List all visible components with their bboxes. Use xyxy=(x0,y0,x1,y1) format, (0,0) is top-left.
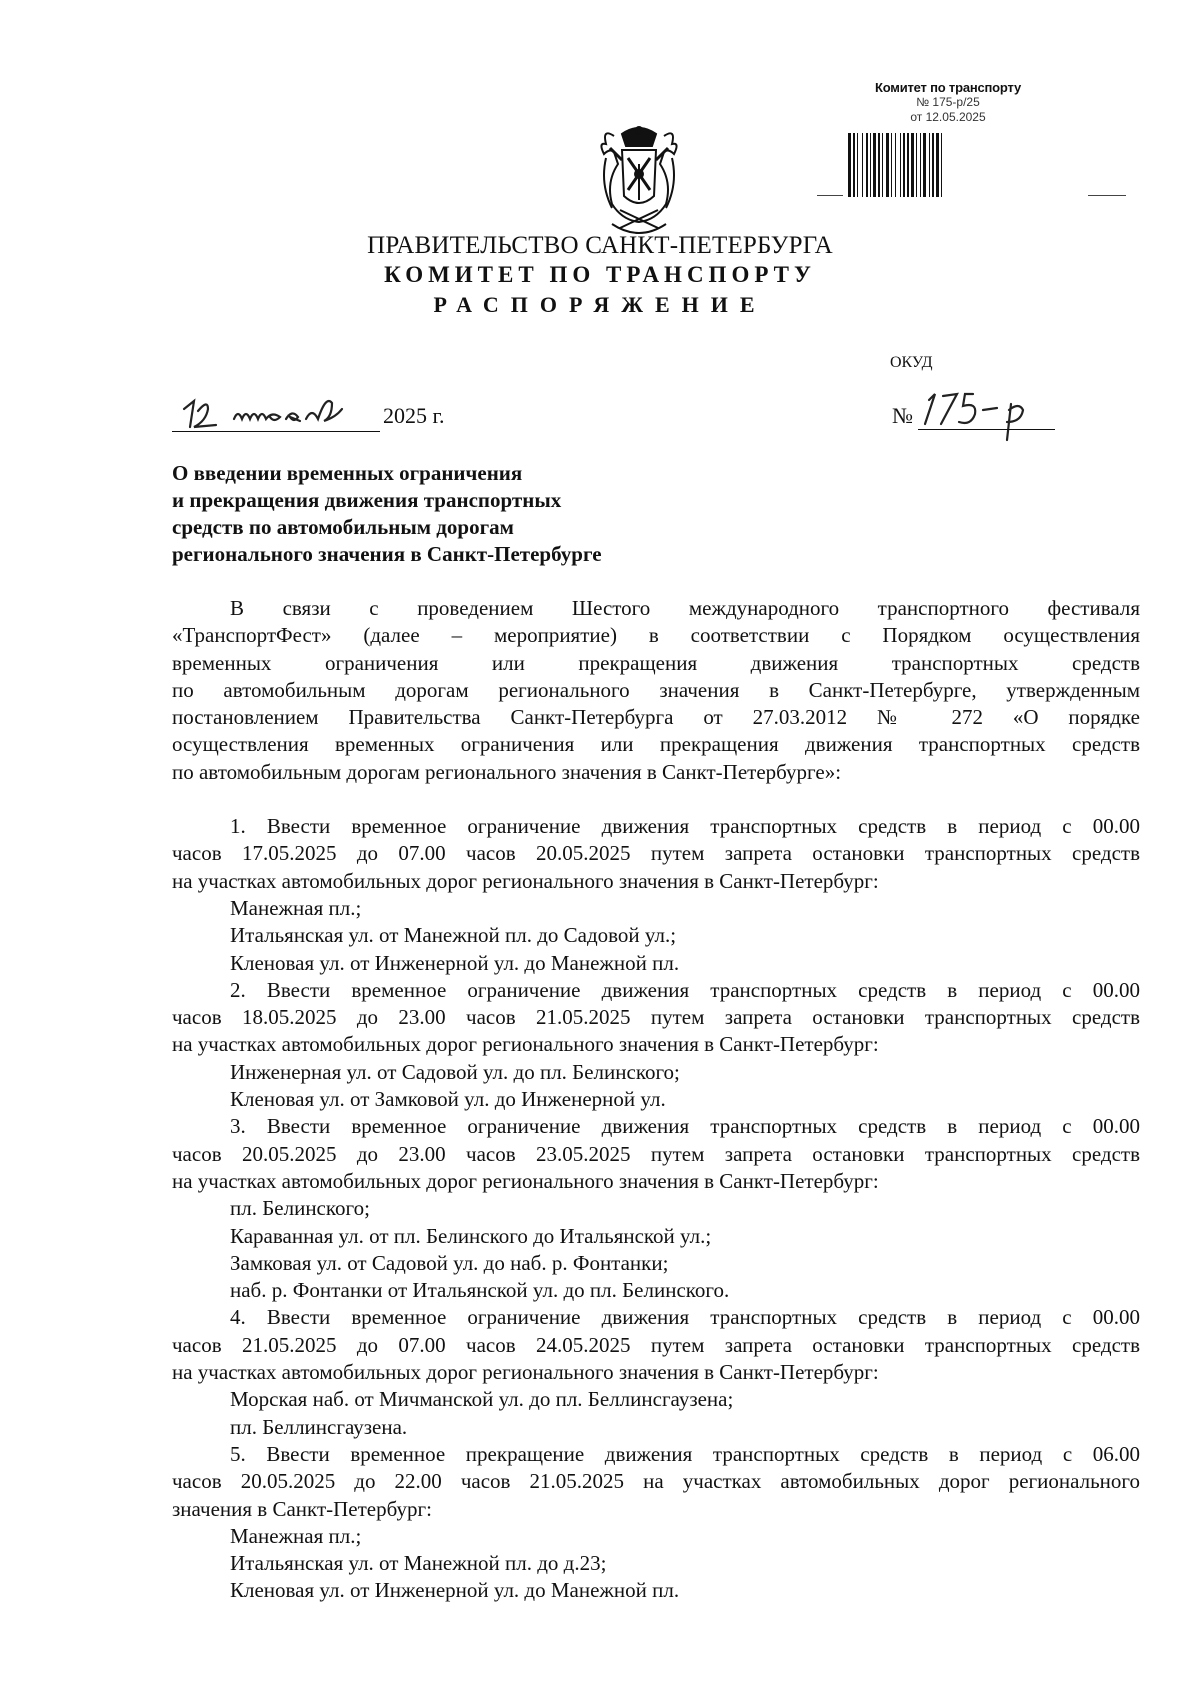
item-line: часов 20.05.2025 до 23.00 часов 23.05.2025 путем запрета остановки транспортных средств xyxy=(172,1141,1140,1166)
barcode-bar xyxy=(895,133,896,197)
preamble-line: постановлением Правительства Санкт-Петербурга от 27.03.2012 № 272 «О порядке xyxy=(172,705,1140,730)
road-item: наб. р. Фонтанки от Итальянской ул. до пл. Белинского. xyxy=(230,1278,730,1303)
barcode-bar xyxy=(903,133,905,197)
stamp-divider-right xyxy=(1088,195,1126,196)
document-body xyxy=(172,595,1140,1605)
coat-of-arms-emblem xyxy=(592,124,687,242)
item-5 xyxy=(172,1441,1140,1605)
barcode-bar xyxy=(932,133,934,197)
barcode-bar xyxy=(923,133,926,197)
barcode-bar xyxy=(878,133,880,197)
okud-label: ОКУД xyxy=(890,354,933,371)
preamble-line: по автомобильным дорогам регионального значения в Санкт-Петербурге, утвержденным xyxy=(172,677,1140,702)
road-item: Замковая ул. от Садовой ул. до наб. р. Фонтанки; xyxy=(230,1250,669,1275)
item-4 xyxy=(172,1304,1140,1440)
preamble-line: осуществления временных ограничения или прекращения движения транспортных средств xyxy=(172,732,1140,757)
item-line: часов 17.05.2025 до 07.00 часов 20.05.2025 путем запрета остановки транспортных средств xyxy=(172,841,1140,866)
item-line: 4. Ввести временное ограничение движения транспортных средств в период с 00.00 xyxy=(230,1305,1140,1330)
item-line: часов 18.05.2025 до 23.00 часов 21.05.2025 путем запрета остановки транспортных средств xyxy=(172,1005,1140,1030)
barcode-bar xyxy=(857,133,858,197)
barcode-bar xyxy=(900,133,901,197)
government-title: ПРАВИТЕЛЬСТВО САНКТ-ПЕТЕРБУРГА xyxy=(367,232,833,259)
road-item: Кленовая ул. от Инженерной ул. до Манежной пл. xyxy=(230,1578,680,1603)
subject-line: регионального значения в Санкт-Петербурге xyxy=(172,542,602,566)
item-line: на участках автомобильных дорог регионального значения в Санкт-Петербург: xyxy=(172,1360,879,1385)
registration-stamp xyxy=(838,80,1058,125)
item-line: 5. Ввести временное прекращение движения транспортных средств в период с 06.00 xyxy=(230,1441,1140,1466)
barcode-bar xyxy=(873,133,876,197)
document-year: 2025 г. xyxy=(383,403,445,428)
preamble-line: В связи с проведением Шестого международного транспортного фестиваля xyxy=(230,596,1140,620)
barcode-bar xyxy=(929,133,930,197)
handwritten-date xyxy=(182,387,382,431)
item-2 xyxy=(172,977,1140,1113)
barcode-bar xyxy=(907,133,909,197)
barcode-bar xyxy=(936,133,939,197)
handwritten-number xyxy=(915,384,1045,442)
stamp-date: от 12.05.2025 xyxy=(910,110,986,124)
item-line: на участках автомобильных дорог регионального значения в Санкт-Петербург: xyxy=(172,868,879,893)
barcode-bar xyxy=(853,133,855,197)
barcode-bar xyxy=(862,133,863,197)
barcode-bar xyxy=(886,133,889,197)
road-item: Морская наб. от Мичманской ул. до пл. Беллинсгаузена; xyxy=(230,1387,734,1412)
item-line: 2. Ввести временное ограничение движения транспортных средств в период с 00.00 xyxy=(230,977,1140,1002)
barcode-bar xyxy=(848,133,851,197)
item-3 xyxy=(172,1113,1140,1304)
barcode-bar xyxy=(941,133,942,197)
barcode-bar xyxy=(870,133,871,197)
preamble-line: временных ограничения или прекращения движения транспортных средств xyxy=(172,650,1140,675)
subject-line: и прекращения движения транспортных xyxy=(172,488,562,512)
item-line: на участках автомобильных дорог регионального значения в Санкт-Петербург: xyxy=(172,1032,879,1057)
preamble-line: «ТранспортФест» (далее – мероприятие) в соответствии с Порядком осуществления xyxy=(172,623,1140,648)
stamp-number: № 175-р/25 xyxy=(916,95,980,109)
item-line: 3. Ввести временное ограничение движения транспортных средств в период с 00.00 xyxy=(230,1114,1140,1139)
barcode-bar xyxy=(866,133,868,197)
preamble-line: по автомобильным дорогам регионального значения в Санкт-Петербурге»: xyxy=(172,759,842,784)
barcode-bar xyxy=(920,133,921,197)
road-item: пл. Беллинсгаузена. xyxy=(230,1414,408,1439)
number-label: № xyxy=(892,403,913,428)
item-line: часов 20.05.2025 до 22.00 часов 21.05.2025 на участках автомобильных дорог регионального xyxy=(172,1469,1140,1494)
barcode-bar xyxy=(916,133,917,197)
committee-title: КОМИТЕТ ПО ТРАНСПОРТУ xyxy=(384,262,816,287)
number-underline xyxy=(918,429,1055,430)
document-subject xyxy=(172,460,732,568)
subject-line: средств по автомобильным дорогам xyxy=(172,515,514,539)
item-line: 1. Ввести временное ограничение движения транспортных средств в период с 00.00 xyxy=(230,814,1140,839)
stamp-divider-left xyxy=(817,195,843,196)
road-item: Манежная пл.; xyxy=(230,895,362,920)
road-item: Кленовая ул. от Замковой ул. до Инженерной ул. xyxy=(230,1087,666,1112)
road-item: Итальянская ул. от Манежной пл. до д.23; xyxy=(230,1551,607,1576)
item-line: часов 21.05.2025 до 07.00 часов 24.05.2025 путем запрета остановки транспортных средств xyxy=(172,1332,1140,1357)
road-item: Кленовая ул. от Инженерной ул. до Манежной пл. xyxy=(230,950,680,975)
item-line: на участках автомобильных дорог регионального значения в Санкт-Петербург: xyxy=(172,1168,879,1193)
barcode-bar xyxy=(911,133,914,197)
road-item: Инженерная ул. от Садовой ул. до пл. Белинского; xyxy=(230,1059,680,1084)
barcode xyxy=(848,133,1054,197)
road-item: Манежная пл.; xyxy=(230,1523,362,1548)
barcode-bar xyxy=(882,133,883,197)
subject-line: О введении временных ограничения xyxy=(172,461,523,485)
road-item: пл. Белинского; xyxy=(230,1196,370,1221)
document-type-title: РАСПОРЯЖЕНИЕ xyxy=(433,292,767,317)
road-item: Караванная ул. от пл. Белинского до Итальянской ул.; xyxy=(230,1223,712,1248)
road-item: Итальянская ул. от Манежной пл. до Садовой ул.; xyxy=(230,923,677,948)
barcode-bar xyxy=(891,133,892,197)
stamp-organization: Комитет по транспорту xyxy=(874,80,1022,95)
item-line: значения в Санкт-Петербург: xyxy=(172,1496,432,1521)
item-1 xyxy=(172,813,1140,977)
date-underline xyxy=(172,431,380,432)
